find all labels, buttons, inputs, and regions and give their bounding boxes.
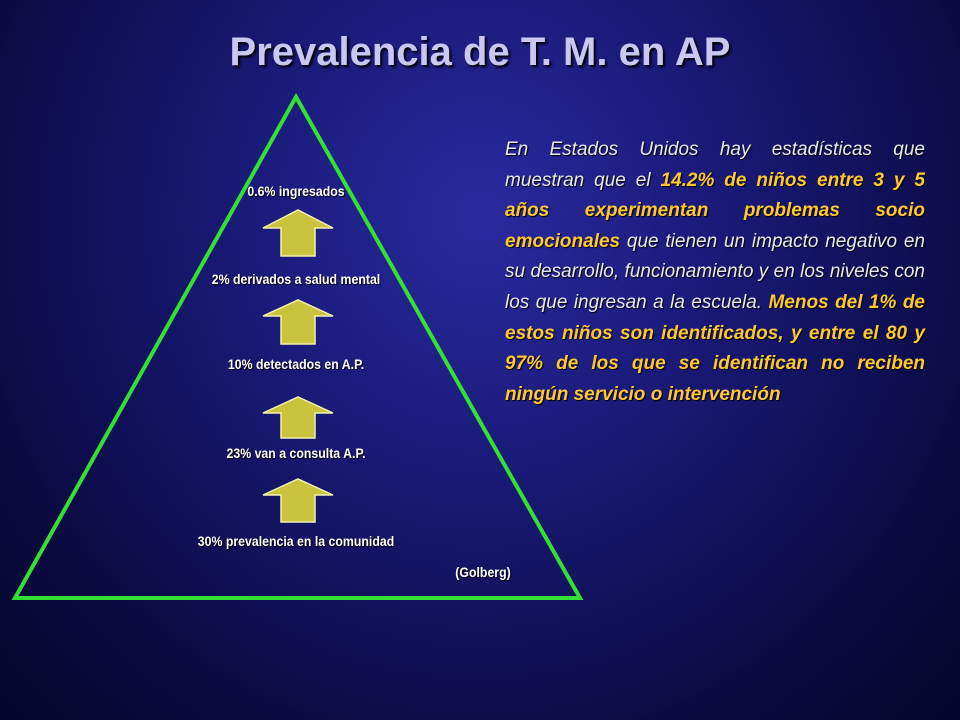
slide-title: Prevalencia de T. M. en AP xyxy=(229,30,731,74)
up-arrow-1 xyxy=(263,210,333,256)
highlight-statistic-1: 14.2% de niños entre 3 y 5 años experimentan problemas socio emocionales xyxy=(505,169,925,252)
pyramid-outline xyxy=(15,97,580,598)
paragraph-text-1: En Estados Unidos hay estadísticas que muestran que el xyxy=(505,139,925,191)
paragraph-text-2: que tienen un impacto negativo en su desarrollo, funcionamiento y en los niveles con los que ingresan a la escuela. xyxy=(505,230,925,313)
pyramid-level-30-prevalencia: 30% prevalencia en la comunidad xyxy=(197,533,395,549)
up-arrow-2 xyxy=(263,300,333,344)
highlight-statistic-2: Menos del 1% de estos niños son identificados, y entre el 80 y 97% de los que se identifican no reciben ningún servicio o intervención xyxy=(505,291,925,405)
pyramid-level-10-detectados: 10% detectados en A.P. xyxy=(227,356,365,372)
statistics-paragraph xyxy=(505,135,925,410)
up-arrow-4 xyxy=(263,479,333,522)
pyramid-level-23-consulta: 23% van a consulta A.P. xyxy=(226,445,366,461)
pyramid-level-0.6-ingresados: 0.6% ingresados xyxy=(247,183,345,199)
source-citation: (Golberg) xyxy=(455,564,511,580)
pyramid-level-2-derivados: 2% derivados a salud mental xyxy=(211,271,381,287)
up-arrow-3 xyxy=(263,397,333,438)
